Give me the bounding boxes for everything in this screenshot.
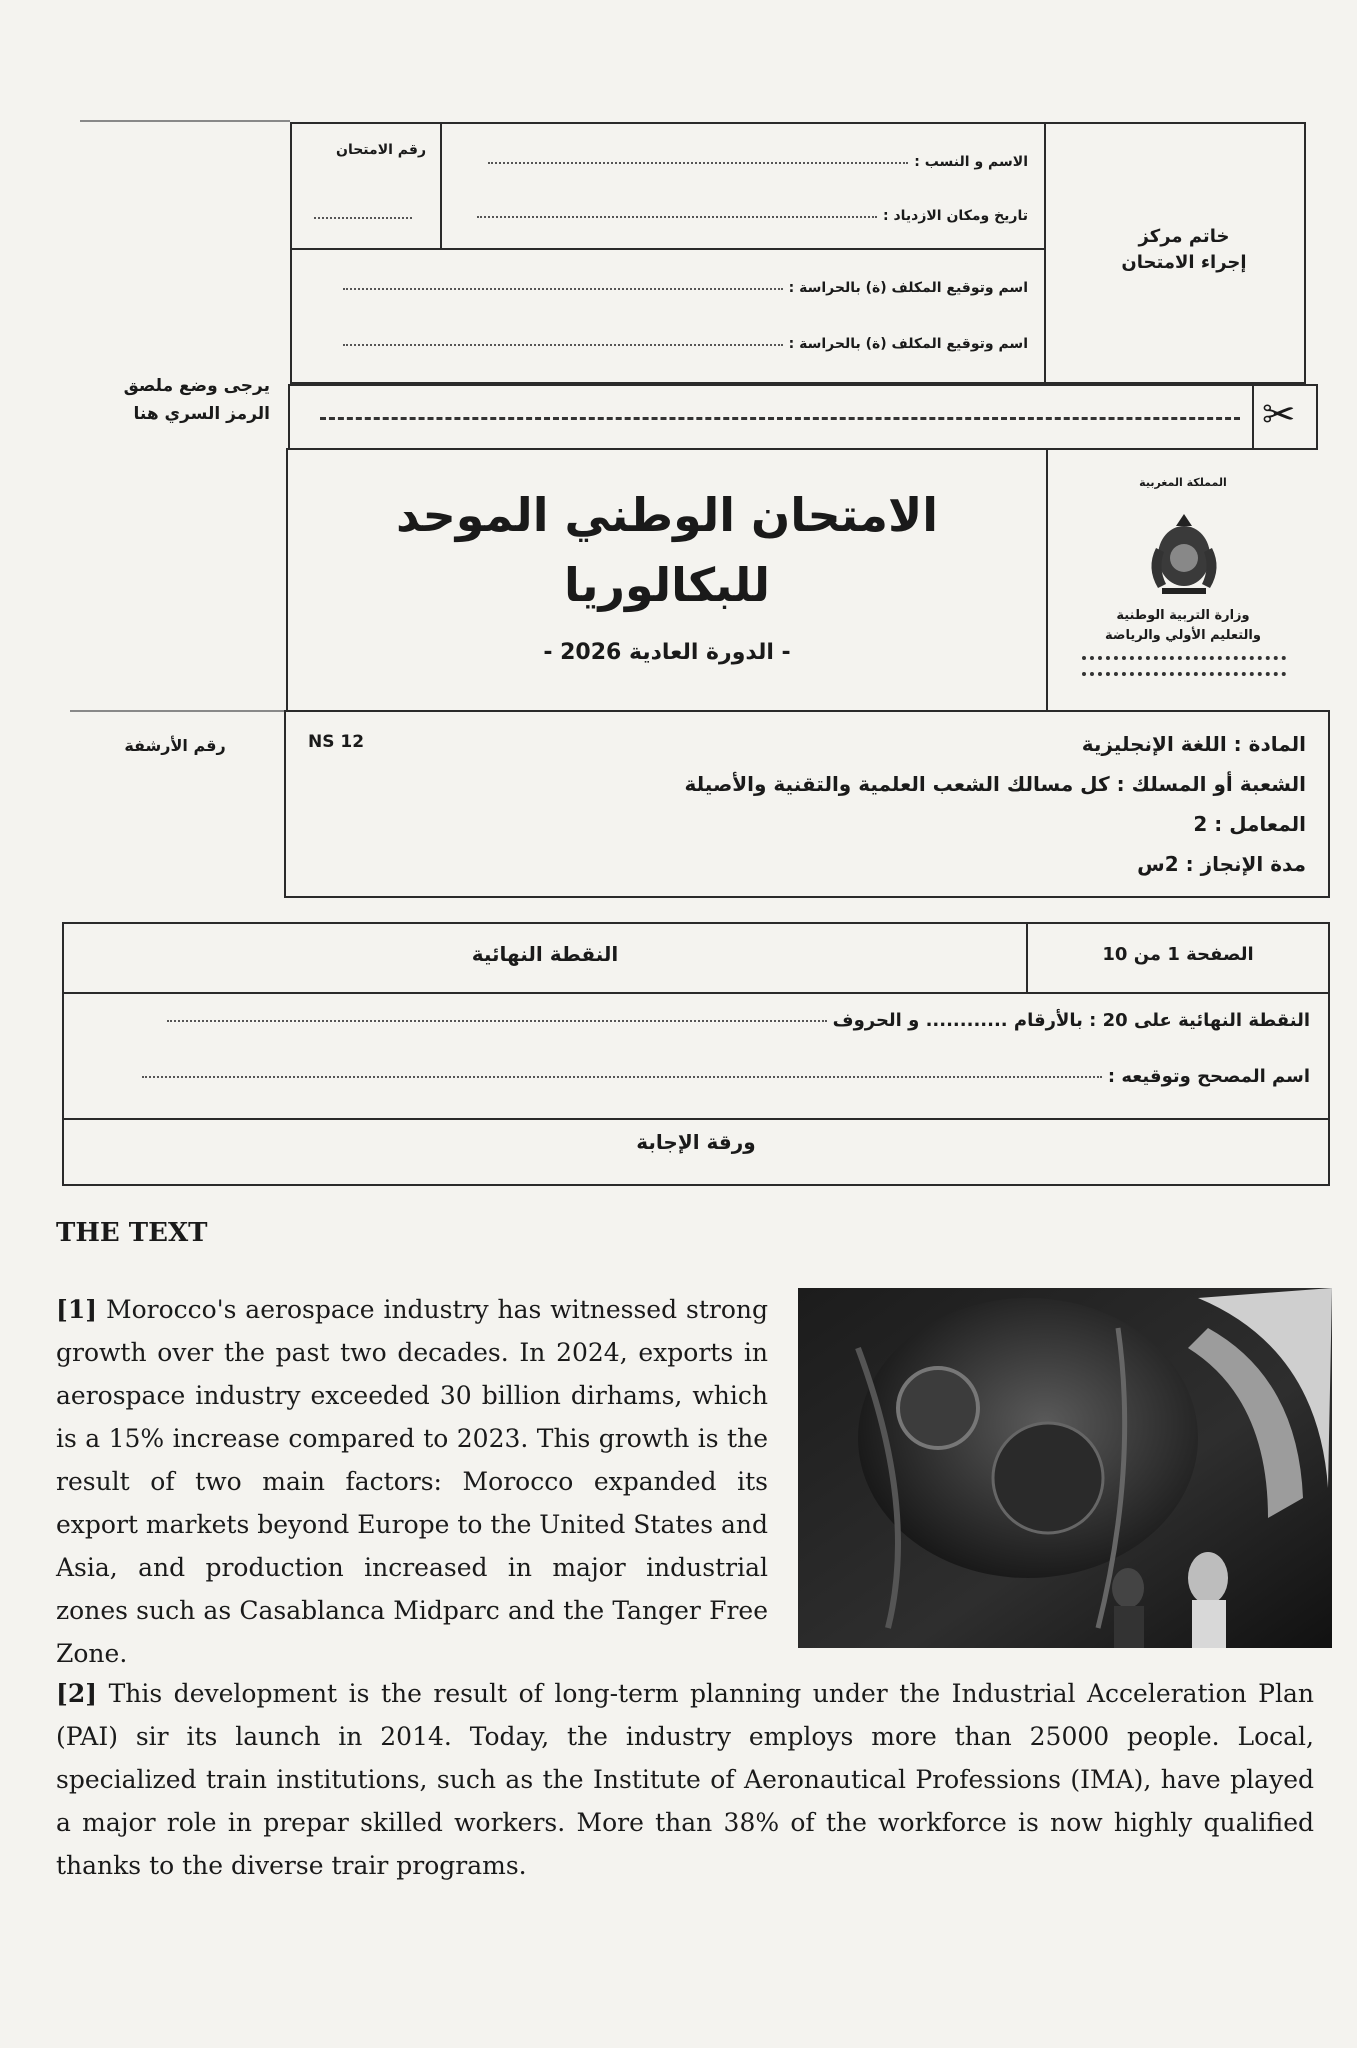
- candidate-info-cell: [440, 122, 1046, 250]
- paragraph-2-text: [56, 1672, 1314, 1887]
- page-info: الصفحة 1 من 10: [1102, 944, 1254, 965]
- text-heading: THE TEXT: [56, 1218, 208, 1248]
- grade-rows: [64, 992, 1328, 1120]
- final-grade-row: [167, 1010, 1310, 1031]
- corrector-dots: [142, 1075, 1102, 1078]
- subject-code: NS 12: [308, 732, 365, 752]
- name-dots: [488, 161, 908, 164]
- coat-of-arms-icon: [1136, 508, 1232, 598]
- secret-code-label: يرجى وضع ملصق الرمز السري هنا: [123, 376, 270, 424]
- ministry-line2: وزارة التربية الوطنية: [1116, 608, 1250, 623]
- exam-number-label: رقم الامتحان: [336, 142, 426, 158]
- cut-line: [320, 416, 1240, 420]
- scissors-divider: [1252, 386, 1254, 448]
- birth-dots: [477, 215, 877, 218]
- grade-header-row: [64, 924, 1328, 994]
- exam-session: - الدورة العادية 2026 -: [543, 640, 791, 665]
- archive-label: رقم الأرشفة: [124, 736, 226, 755]
- header-top-line: [80, 120, 290, 122]
- subject-block: [284, 710, 1330, 898]
- final-grade-row-label: النقطة النهائية على 20 : بالأرقام ............ و الحروف: [832, 1010, 1310, 1031]
- supervisor1-dots: [343, 287, 783, 290]
- subject-line: المادة : اللغة الإنجليزية: [1081, 732, 1306, 756]
- paragraph-1: [56, 1288, 768, 1675]
- duration-line: مدة الإنجاز : 2س: [1137, 852, 1306, 876]
- supervisor2-field: [343, 336, 1028, 352]
- subject-divider-left: [70, 710, 286, 712]
- ministry-line3: والتعليم الأولي والرياضة: [1105, 628, 1261, 643]
- stamp-label: خاتم مركز إجراء الامتحان: [1121, 226, 1247, 273]
- supervisor2-label: اسم وتوقيع المكلف (ة) بالحراسة :: [788, 336, 1028, 352]
- supervisor1-field: [343, 280, 1028, 296]
- corrector-row-label: اسم المصحح وتوقيعه :: [1107, 1066, 1310, 1087]
- final-grade-dots: [167, 1019, 827, 1022]
- name-label: الاسم و النسب :: [914, 154, 1028, 170]
- supervisor1-label: اسم وتوقيع المكلف (ة) بالحراسة :: [788, 280, 1028, 296]
- name-field: [488, 154, 1028, 170]
- birth-field: [477, 208, 1028, 224]
- paragraph-1-number: [1]: [56, 1295, 98, 1324]
- paragraph-2-body: This development is the result of long-term planning under the Industrial Acceleration Plan (PAI) sir its launch in 2014. Today, the industry employs more than 25000 people. Local, specialized train institutions, such as the Institute of Aeronautical Professions (IMA), have played a major role in prepar skilled workers. More than 38% of the workforce is now highly qualified thanks to the diverse trair programs.: [56, 1679, 1314, 1880]
- scissors-icon: ✂: [1262, 392, 1296, 438]
- ministry-block: [1046, 448, 1318, 712]
- paragraph-2-number: [2]: [56, 1679, 98, 1708]
- paragraph-2: [56, 1672, 1314, 1887]
- aerospace-photo: [798, 1288, 1332, 1648]
- ministry-line1: المملكة المغربية: [1139, 476, 1227, 489]
- ministry-tifinagh-line2: [1082, 672, 1286, 676]
- corrector-row: [142, 1066, 1310, 1087]
- final-grade-header: النقطة النهائية: [471, 942, 619, 966]
- supervisors-cell: [290, 248, 1046, 384]
- title-block: [286, 448, 1046, 712]
- birth-label: تاريخ ومكان الازدياد :: [882, 208, 1028, 224]
- cut-line-row: [288, 384, 1318, 450]
- coefficient-line: المعامل : 2: [1193, 812, 1306, 836]
- exam-title-line2: للبكالوريا: [564, 558, 770, 612]
- supervisor2-dots: [343, 343, 783, 346]
- grade-box: [62, 922, 1330, 1186]
- branch-line: الشعبة أو المسلك : كل مسالك الشعب العلمية والتقنية والأصيلة: [684, 772, 1306, 796]
- paragraph-1-text: [56, 1288, 768, 1675]
- exam-number-cell: [290, 122, 442, 250]
- stamp-cell: [1044, 122, 1306, 384]
- answer-sheet-label: ورقة الإجابة: [636, 1130, 756, 1154]
- exam-number-dots: [314, 216, 412, 219]
- exam-title-line1: الامتحان الوطني الموحد: [396, 488, 938, 542]
- ministry-tifinagh-line: [1082, 656, 1286, 660]
- paragraph-1-body: Morocco's aerospace industry has witnessed strong growth over the past two decades. In 2024, exports in aerospace industry exceeded 30 billion dirhams, which is a 15% increase compared to 2023. This growth is the result of two main factors: Morocco expanded its export markets beyond Europe to the United States and Asia, and production increased in major industrial zones such as Casablanca Midparc and the Tanger Free Zone.: [56, 1295, 768, 1668]
